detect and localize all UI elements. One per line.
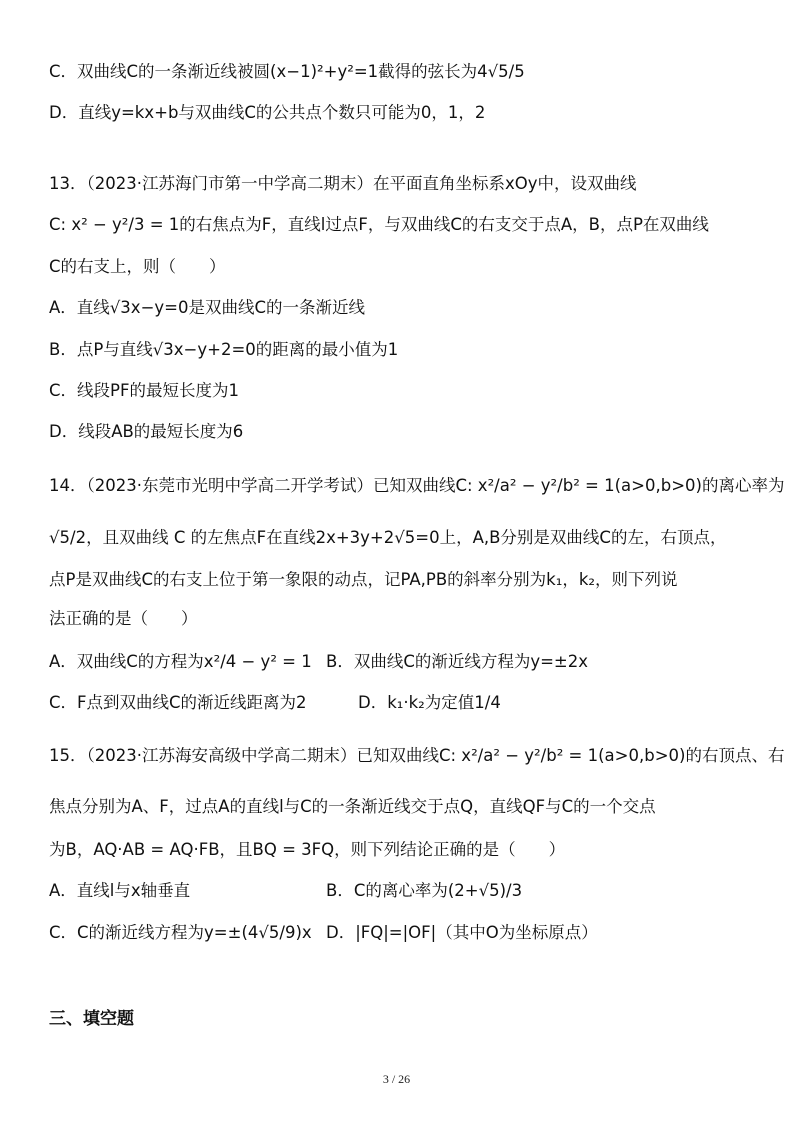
q13-option-b: B．点P与直线√3x−y+2=0的距离的最小值为1 <box>49 340 399 359</box>
q13-stem-line-2: C: x² − y²/3 = 1的右焦点为F，直线l过点F，与双曲线C的右支交于点A，B，点P在双曲线 <box>49 215 709 234</box>
q14-stem-line-2: √5/2，且双曲线 C 的左焦点F在直线2x+3y+2√5=0上，A,B分别是双曲线C的左，右顶点， <box>49 528 727 547</box>
q13-option-d: D．线段AB的最短长度为6 <box>49 422 244 441</box>
q13-option-c: C．线段PF的最短长度为1 <box>49 381 239 400</box>
q14-stem-line-3: 点P是双曲线C的右支上位于第一象限的动点，记PA,PB的斜率分别为k₁，k₂，则下列说 <box>49 570 678 589</box>
q12-option-d: D．直线y=kx+b与双曲线C的公共点个数只可能为0，1，2 <box>49 103 486 122</box>
q14-option-a: A．双曲线C的方程为x²/4 − y² = 1 <box>49 652 312 671</box>
q15-stem-line-1: 15．（2023·江苏海安高级中学高二期末）已知双曲线C: x²/a² − y²/b² = 1(a>0,b>0)的右顶点、右 <box>49 746 785 765</box>
q12-option-c: C．双曲线C的一条渐近线被圆(x−1)²+y²=1截得的弦长为4√5/5 <box>49 62 525 81</box>
q14-option-d: D．k₁·k₂为定值1/4 <box>358 693 501 712</box>
q15-option-c: C．C的渐近线方程为y=±(4√5/9)x <box>49 923 312 942</box>
q14-stem-line-4: 法正确的是（ ） <box>49 609 198 628</box>
q15-option-d: D．|FQ|=|OF|（其中O为坐标原点） <box>326 923 598 942</box>
section-title: 三、填空题 <box>49 1009 134 1029</box>
q15-option-b: B．C的离心率为(2+√5)/3 <box>326 881 523 900</box>
page-number: 3 / 26 <box>382 1072 411 1086</box>
q13-option-a: A．直线√3x−y=0是双曲线C的一条渐近线 <box>49 298 365 317</box>
q15-option-a: A．直线l与x轴垂直 <box>49 881 191 900</box>
q13-stem-line-1: 13．（2023·江苏海门市第一中学高二期末）在平面直角坐标系xOy中，设双曲线 <box>49 174 637 193</box>
q15-stem-line-3: 为B，AQ·AB = AQ·FB，且BQ = 3FQ，则下列结论正确的是（ ） <box>49 840 566 859</box>
q14-option-c: C．F点到双曲线C的渐近线距离为2 <box>49 693 307 712</box>
q14-option-b: B．双曲线C的渐近线方程为y=±2x <box>326 652 589 671</box>
q15-stem-line-2: 焦点分别为A、F，过点A的直线l与C的一条渐近线交于点Q，直线QF与C的一个交点 <box>49 797 656 816</box>
q14-stem-line-1: 14．（2023·东莞市光明中学高二开学考试）已知双曲线C: x²/a² − y²/b² = 1(a>0,b>0)的离心率为 <box>49 476 785 495</box>
q13-stem-line-3: C的右支上，则（ ） <box>49 257 226 276</box>
